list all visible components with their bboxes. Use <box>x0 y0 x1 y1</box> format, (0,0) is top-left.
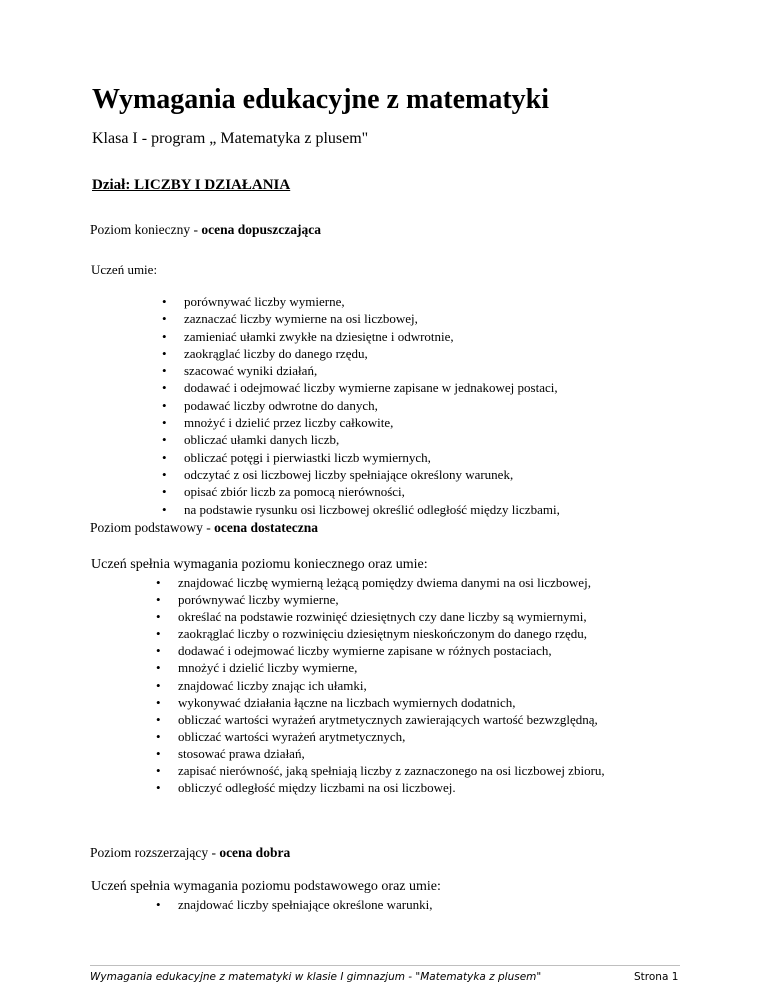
list-item <box>162 483 560 500</box>
list-item <box>156 677 668 694</box>
level-name: Poziom konieczny - <box>90 222 202 237</box>
level-intro: Uczeń spełnia wymagania poziomu koniecznego oraz umie: <box>91 557 428 572</box>
bullet: • <box>156 643 161 659</box>
bullet: • <box>156 694 161 710</box>
item-text: wykonywać działania łączne na liczbach wymiernych dodatnich, <box>178 694 516 710</box>
item-text: dodawać i odejmować liczby wymierne zapisane w jednakowej postaci, <box>184 380 558 396</box>
section-heading: Dział: LICZBY I DZIAŁANIA <box>92 177 291 193</box>
list-item <box>162 345 560 362</box>
item-text: zamieniać ułamki zwykłe na dziesiętne i odwrotnie, <box>184 328 454 344</box>
requirements-list-podstawowy <box>156 574 668 796</box>
requirements-list-rozszerzajacy <box>156 896 433 913</box>
list-item <box>162 328 560 345</box>
item-text: na podstawie rysunku osi liczbowej określić odległość między liczbami, <box>184 501 560 517</box>
item-text: obliczać potęgi i pierwiastki liczb wymiernych, <box>184 449 431 465</box>
bullet: • <box>156 897 161 912</box>
item-text: dodawać i odejmować liczby wymierne zapisane w różnych postaciach, <box>178 643 552 659</box>
bullet: • <box>162 501 167 517</box>
bullet: • <box>156 745 161 761</box>
bullet: • <box>156 763 161 779</box>
list-item <box>156 591 668 608</box>
item-text: odczytać z osi liczbowej liczby spełniające określony warunek, <box>184 466 514 482</box>
level-name: Poziom rozszerzający - <box>90 845 220 860</box>
footer-divider <box>90 965 680 966</box>
bullet: • <box>162 484 167 500</box>
bullet: • <box>162 432 167 448</box>
bullet: • <box>156 711 161 727</box>
level-heading-konieczny <box>90 222 321 238</box>
item-text: porównywać liczby wymierne, <box>184 294 345 309</box>
bullet: • <box>162 397 167 413</box>
list-item <box>156 745 668 762</box>
list-item <box>162 414 560 431</box>
bullet: • <box>156 626 161 642</box>
item-text: zapisać nierówność, jaką spełniają liczby z zaznaczonego na osi liczbowej zbioru, <box>178 763 605 779</box>
list-item <box>156 574 668 591</box>
item-text: określać na podstawie rozwinięć dziesiętnych czy dane liczby są wymiernymi, <box>178 609 587 625</box>
bullet: • <box>162 311 167 327</box>
list-item <box>162 397 560 414</box>
list-item <box>162 379 560 396</box>
item-text: mnożyć i dzielić przez liczby całkowite, <box>184 415 394 431</box>
list-item <box>156 625 668 642</box>
level-grade: ocena dopuszczająca <box>201 222 321 237</box>
level-heading-rozszerzajacy <box>90 845 290 861</box>
item-text: opisać zbiór liczb za pomocą nierówności, <box>184 484 405 500</box>
bullet: • <box>162 449 167 465</box>
list-item <box>162 466 560 483</box>
list-item <box>156 608 668 625</box>
bullet: • <box>156 660 161 676</box>
list-item <box>162 310 560 327</box>
level-heading-podstawowy <box>90 520 318 536</box>
list-item <box>162 362 560 379</box>
bullet: • <box>156 728 161 744</box>
list-item <box>162 501 560 518</box>
item-text: obliczać ułamki danych liczb, <box>184 432 340 448</box>
item-text: znajdować liczby znając ich ułamki, <box>178 677 367 693</box>
bullet: • <box>156 677 161 693</box>
item-text: mnożyć i dzielić liczby wymierne, <box>178 660 358 676</box>
document-subtitle: Klasa I - program „ Matematyka z plusem" <box>92 130 369 147</box>
footer-text: Wymagania edukacyjne z matematyki w klasie I gimnazjum - "Matematyka z plusem" <box>90 971 542 983</box>
item-text: obliczać wartości wyrażeń arytmetycznych, <box>178 728 406 744</box>
item-text: stosować prawa działań, <box>178 745 305 761</box>
list-item <box>156 642 668 659</box>
bullet: • <box>156 780 161 796</box>
bullet: • <box>162 294 167 309</box>
bullet: • <box>162 363 167 379</box>
item-text: zaokrąglać liczby o rozwinięciu dziesiętnym nieskończonym do danego rzędu, <box>178 626 587 642</box>
requirements-list-konieczny <box>162 293 560 518</box>
level-grade: ocena dostateczna <box>214 520 318 535</box>
list-item <box>162 431 560 448</box>
bullet: • <box>156 609 161 625</box>
item-text: obliczyć odległość między liczbami na osi liczbowej. <box>178 780 456 796</box>
item-text: porównywać liczby wymierne, <box>178 592 339 608</box>
bullet: • <box>156 575 161 590</box>
bullet: • <box>162 415 167 431</box>
item-text: znajdować liczby spełniające określone warunki, <box>178 897 433 912</box>
level-intro: Uczeń umie: <box>91 262 158 277</box>
list-item <box>162 449 560 466</box>
item-text: zaokrąglać liczby do danego rzędu, <box>184 345 368 361</box>
bullet: • <box>162 328 167 344</box>
level-grade: ocena dobra <box>219 845 291 860</box>
item-text: szacować wyniki działań, <box>184 363 318 379</box>
list-item <box>156 728 668 745</box>
list-item <box>156 762 668 779</box>
bullet: • <box>162 380 167 396</box>
list-item <box>156 779 668 796</box>
list-item <box>156 896 433 913</box>
item-text: podawać liczby odwrotne do danych, <box>184 397 378 413</box>
list-item <box>156 694 668 711</box>
item-text: obliczać wartości wyrażeń arytmetycznych zawierających wartość bezwzględną, <box>178 711 598 727</box>
page-number: Strona 1 <box>634 971 679 983</box>
item-text: zaznaczać liczby wymierne na osi liczbowej, <box>184 311 418 327</box>
document-title: Wymagania edukacyjne z matematyki <box>92 84 550 115</box>
list-item <box>156 659 668 676</box>
bullet: • <box>162 345 167 361</box>
level-intro: Uczeń spełnia wymagania poziomu podstawowego oraz umie: <box>91 879 441 894</box>
bullet: • <box>162 466 167 482</box>
list-item <box>156 711 668 728</box>
list-item <box>162 293 560 310</box>
item-text: znajdować liczbę wymierną leżącą pomiędzy dwiema danymi na osi liczbowej, <box>178 575 591 590</box>
level-name: Poziom podstawowy - <box>90 520 215 535</box>
bullet: • <box>156 592 161 608</box>
